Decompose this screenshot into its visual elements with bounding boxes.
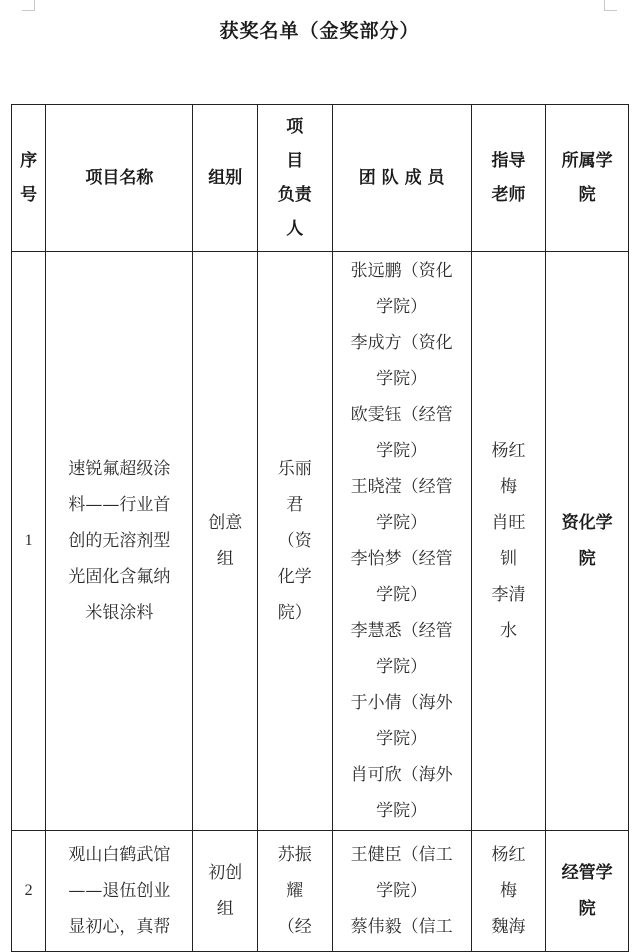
- leader-cell: 乐丽 君 （资 化学 院）: [257, 252, 332, 831]
- team-member: 欧雯钰（经管: [350, 405, 453, 425]
- college-cell: 经管学 院: [546, 831, 629, 952]
- college-cell: 资化学 院: [546, 252, 629, 831]
- team-member: 王健臣（信工: [350, 845, 453, 865]
- team-cell: [332, 252, 471, 831]
- header-group: 组别: [193, 105, 258, 252]
- header-tutor: 指导 老师: [471, 105, 546, 252]
- team-member-college: 学院）: [376, 441, 428, 461]
- team-member-college: 学院）: [376, 369, 428, 389]
- row-index: 1: [12, 252, 46, 831]
- header-project-name: 项目名称: [46, 105, 193, 252]
- team-member-college: 学院）: [376, 585, 428, 605]
- team-member: 李成方（资化: [350, 333, 453, 353]
- header-index: 序 号: [12, 105, 46, 252]
- table-row: [12, 831, 629, 952]
- leader-cell: 苏振 耀 （经: [257, 831, 332, 952]
- header-college: 所属学 院: [546, 105, 629, 252]
- team-member: 蔡伟毅（信工: [350, 917, 453, 937]
- tutor-cell: 杨红 梅 魏海: [471, 831, 546, 952]
- team-member-college: 学院）: [376, 881, 428, 901]
- team-member: 肖可欣（海外: [350, 765, 453, 785]
- team-member-college: 学院）: [376, 729, 428, 749]
- tutor-cell: 杨红 梅 肖旺 钏 李清 水: [471, 252, 546, 831]
- page-title: 获奖名单（金奖部分）: [219, 20, 420, 42]
- table-header-row: [12, 105, 629, 252]
- team-member-college: 学院）: [376, 513, 428, 533]
- table-row: [12, 252, 629, 831]
- team-cell: [332, 831, 471, 952]
- team-member: 李怡梦（经管: [350, 549, 453, 569]
- team-member-college: 学院）: [376, 297, 428, 317]
- team-member-college: 学院）: [376, 801, 428, 821]
- row-index: 2: [12, 831, 46, 952]
- page-corner-mark: [22, 0, 35, 11]
- project-name-cell: 观山白鹤武馆 ——退伍创业 显初心，真帮: [46, 831, 193, 952]
- page-corner-mark: [604, 0, 617, 11]
- group-cell: 创意 组: [193, 252, 258, 831]
- header-team: 团 队 成 员: [332, 105, 471, 252]
- team-member: 王晓滢（经管: [350, 477, 453, 497]
- header-leader: 项 目 负责 人: [257, 105, 332, 252]
- team-member: 于小倩（海外: [350, 693, 453, 713]
- group-cell: 初创 组: [193, 831, 258, 952]
- award-table: [11, 104, 629, 952]
- team-member: 张远鹏（资化: [350, 261, 453, 281]
- project-name-cell: 速锐氟超级涂 料——行业首 创的无溶剂型 光固化含氟纳 米银涂料: [46, 252, 193, 831]
- team-member-college: 学院）: [376, 657, 428, 677]
- team-member: 李慧悉（经管: [350, 621, 453, 641]
